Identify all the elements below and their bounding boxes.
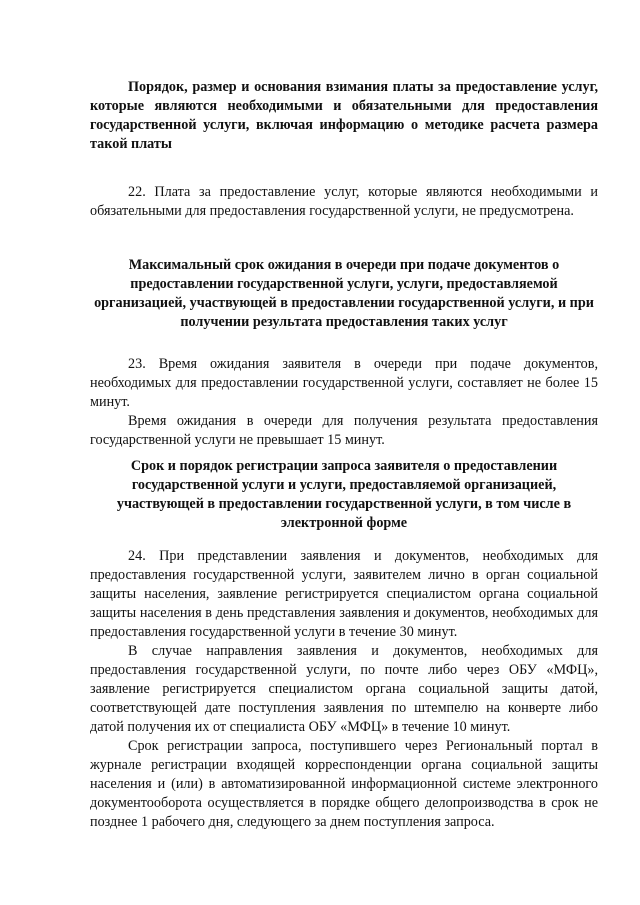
section-paragraph-24 — [90, 547, 598, 832]
heading-registration: Срок и порядок регистрации запроса заявителя о предоставлении государственной услуги и услуги, предоставляемой организацией, участвующей в предоставлении государственной услуги, в том числе в электронной форме — [116, 458, 572, 531]
paragraph-23-first: 23. Время ожидания заявителя в очереди при подаче документов, необходимых для предоставлении государственной услуги, составляет не более 15 минут. — [90, 356, 598, 410]
section-registration-heading — [90, 457, 598, 533]
paragraph-24-first: 24. При представлении заявления и документов, необходимых для предоставления государственной услуги, заявителем лично в орган социальной защиты населения, заявление регистрируется специалистом органа социальной защиты населения в день представления заявления и документов, необходимых для предоставления государственной услуги в течение 30 минут. — [90, 548, 598, 640]
section-paragraph-23 — [90, 355, 598, 450]
section-paragraph-22 — [90, 183, 598, 221]
paragraph-24-third: Срок регистрации запроса, поступившего через Региональный портал в журнале регистрации входящей корреспонденции органа социальной защиты населения и (или) в автоматизированной информационной системе электронного документооборота осуществляется в порядке общего делопроизводства в срок не позднее 1 рабочего дня, следующего за днем поступления запроса. — [90, 738, 598, 830]
paragraph-23-second: Время ожидания в очереди для получения результата предоставления государственной услуги не превышает 15 минут. — [90, 413, 598, 448]
paragraph-22: 22. Плата за предоставление услуг, которые являются необходимыми и обязательными для предоставления государственной услуги, не предусмотрена. — [90, 184, 598, 219]
heading-queue-time: Максимальный срок ожидания в очереди при подаче документов о предоставлении государственной услуги, услуги, предоставляемой организацией, участвующей в предоставлении государственной услуги, и при получении результата предоставления таких услуг — [94, 257, 594, 330]
section-queue-heading — [90, 256, 598, 332]
section-payment-heading — [90, 78, 598, 154]
heading-payment-procedure: Порядок, размер и основания взимания платы за предоставление услуг, которые являются необходимыми и обязательными для предоставления государственной услуги, включая информацию о методике расчета размера такой платы — [90, 79, 598, 152]
paragraph-24-second: В случае направления заявления и документов, необходимых для предоставления государственной услуги, по почте либо через ОБУ «МФЦ», заявление регистрируется специалистом органа социальной защиты датой, соответствующей дате поступления заявления по штемпелю на конверте либо датой получения их от специалиста ОБУ «МФЦ» в течение 10 минут. — [90, 643, 598, 735]
